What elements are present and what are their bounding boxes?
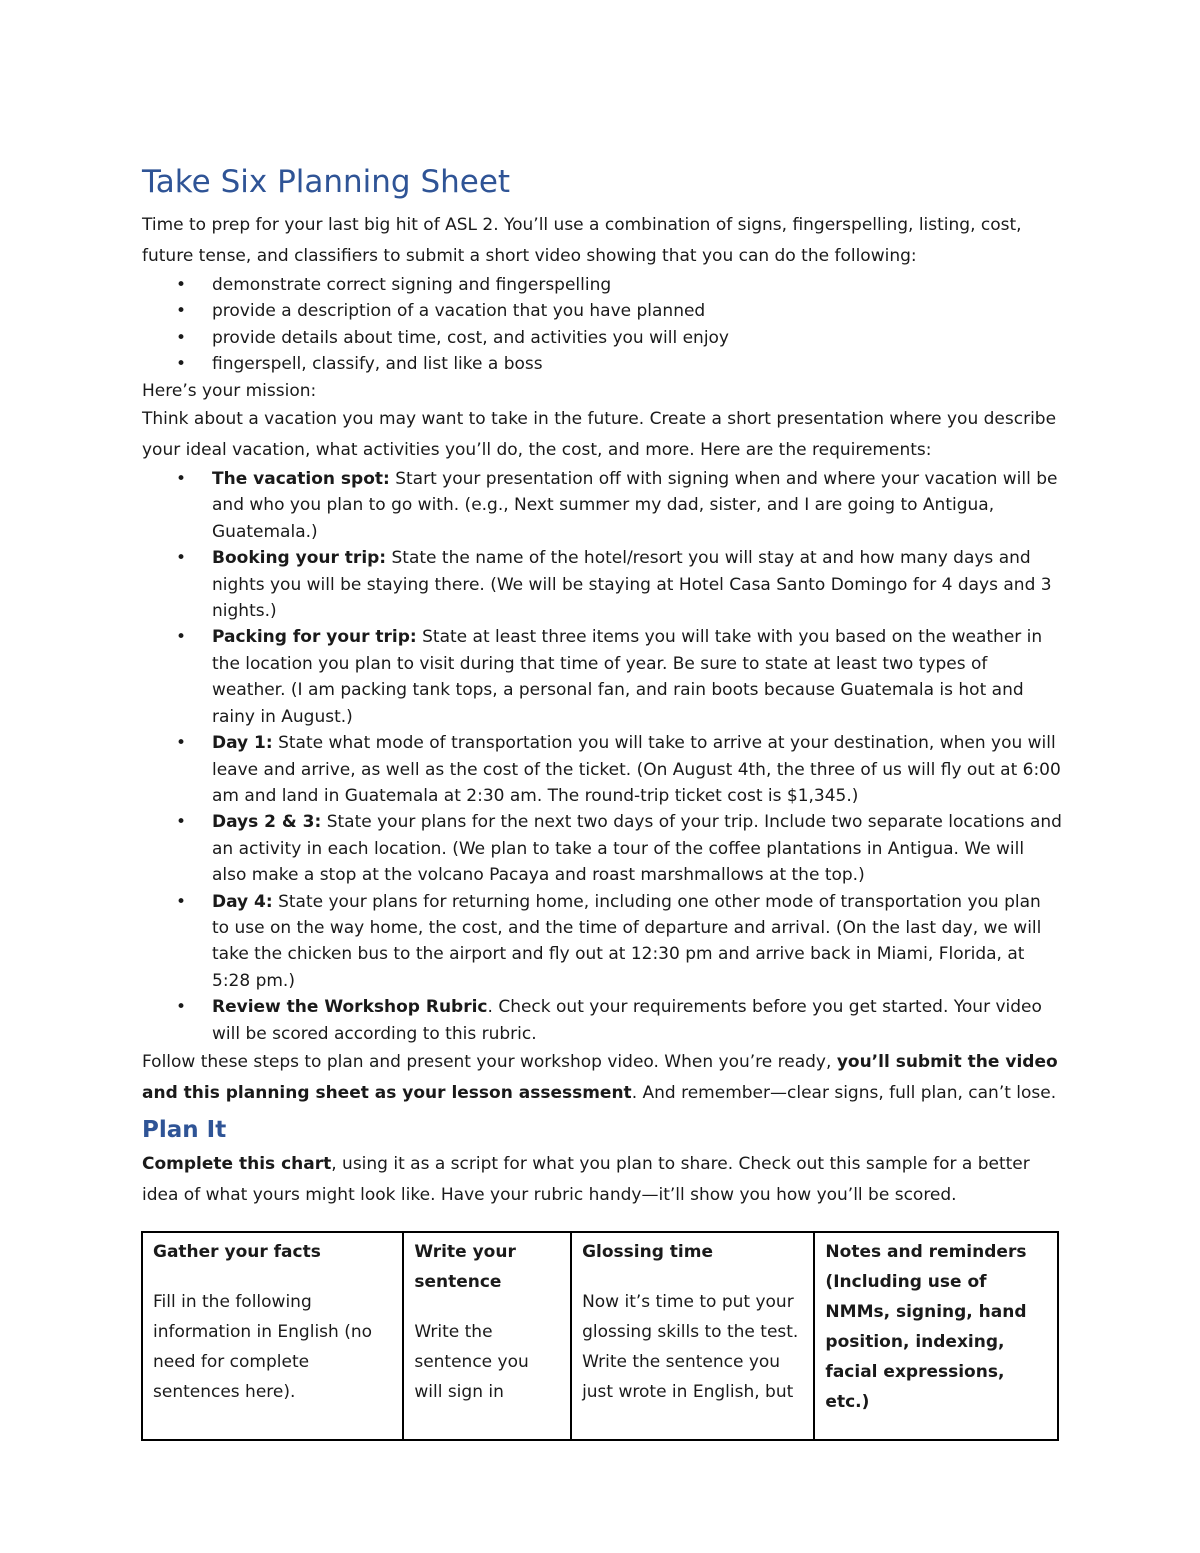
requirement-label: Review the Workshop Rubric bbox=[212, 997, 488, 1018]
bullet-icon: • bbox=[176, 997, 187, 1018]
table-cell[interactable] bbox=[814, 1232, 1058, 1440]
plan-paragraph: Complete this chart, using it as a script for what you plan to share. Check out this sample for a better idea of what yours might look like. Have your rubric handy—it’ll show you how you’ll be scored. bbox=[142, 1153, 1030, 1205]
requirement-label: Booking your trip: bbox=[212, 548, 387, 569]
requirement-label: Packing for your trip: bbox=[212, 627, 417, 648]
table-cell[interactable] bbox=[142, 1232, 403, 1440]
table-row bbox=[142, 1232, 1058, 1440]
requirement-text: . Check out your requirements before you get started. Your video will be scored according to this rubric. bbox=[212, 997, 1042, 1044]
bullet-icon: • bbox=[176, 275, 187, 295]
list-item: • fingerspell, classify, and list like a boss bbox=[212, 351, 1062, 377]
column-header: Notes and reminders (Including use of NMMs, signing, hand position, indexing, facial expressions, etc.) bbox=[825, 1241, 1027, 1412]
plan-heading: Plan It bbox=[142, 1116, 227, 1143]
requirement-text: Start your presentation off with signing when and where your vacation will be and who you plan to go with. (e.g., Next summer my dad, sister, and I are going to Antigua, Guatemala.) bbox=[212, 469, 1058, 542]
column-header: Write your sentence bbox=[414, 1241, 516, 1292]
requirement-text: State at least three items you will take with you based on the weather in the location you plan to visit during that time of year. Be sure to state at least two types of weather. (I am packing tank tops, a personal fan, and rain boots because Guatemala is hot and rainy in August.) bbox=[212, 627, 1043, 727]
planning-table bbox=[141, 1231, 1059, 1441]
requirement-text: State your plans for the next two days of your trip. Include two separate locations and an activity in each location. (We plan to take a tour of the coffee plantations in Antigua. We will also make a stop at the volcano Pacaya and roast marshmallows at the top.) bbox=[212, 812, 1062, 886]
requirement-label: Day 4: bbox=[212, 891, 273, 912]
table-cell[interactable] bbox=[571, 1232, 814, 1440]
page-title: Take Six Planning Sheet bbox=[142, 164, 511, 200]
requirement-label: The vacation spot: bbox=[212, 469, 390, 490]
column-body: Fill in the following information in English (no need for complete sentences here). bbox=[153, 1291, 373, 1402]
bullet-icon: • bbox=[176, 891, 187, 912]
requirement-label: Days 2 & 3: bbox=[212, 812, 322, 833]
bullet-icon: • bbox=[176, 301, 187, 322]
requirement-text: State the name of the hotel/resort you will stay at and how many days and nights you will be staying there. (We will be staying at Hotel Casa Santo Domingo for 4 days and 3 nights.) bbox=[212, 548, 1052, 622]
follow-paragraph: Follow these steps to plan and present your workshop video. When you’re ready, you’ll submit the video and this planning sheet as your lesson assessment. And remember—clear signs, full plan, can’t lose. bbox=[142, 1051, 1058, 1103]
requirements-list bbox=[142, 466, 1062, 1047]
mission-heading: Here’s your mission: bbox=[142, 380, 317, 401]
requirement-item bbox=[176, 809, 1062, 888]
bullet-icon: • bbox=[176, 548, 187, 569]
intro-paragraph: Time to prep for your last big hit of ASL 2. You’ll use a combination of signs, fingerspelling, listing, cost, future tense, and classifiers to submit a short video showing that you can do the following: bbox=[142, 215, 1022, 266]
requirement-text: State what mode of transportation you will take to arrive at your destination, when you will leave and arrive, as well as the cost of the ticket. (On August 4th, the three of us will fly out at 6:00 am and land in Guatemala at 2:30 am. The round-trip ticket cost is $1,345.) bbox=[212, 733, 1061, 806]
bullet-icon: • bbox=[176, 733, 187, 754]
requirement-item bbox=[176, 994, 1062, 1047]
requirement-item bbox=[176, 624, 1062, 730]
list-item: • provide details about time, cost, and activities you will enjoy bbox=[212, 325, 1062, 351]
requirement-text: State your plans for returning home, including one other mode of transportation you plan to use on the way home, the cost, and the time of departure and arrival. (On the last day, we will take the chicken bus to the airport and fly out at 12:30 pm and arrive back in Miami, Florida, at 5:28 pm.) bbox=[212, 891, 1042, 991]
table-cell[interactable] bbox=[403, 1232, 571, 1440]
bullet-icon: • bbox=[176, 354, 187, 375]
column-body: Now it’s time to put your glossing skills to the test. Write the sentence you just wrote in English, but bbox=[582, 1291, 799, 1402]
column-header: Glossing time bbox=[582, 1241, 713, 1262]
column-body: Write the sentence you will sign in bbox=[414, 1321, 529, 1402]
requirement-item bbox=[176, 466, 1062, 545]
requirement-label: Day 1: bbox=[212, 733, 273, 754]
requirement-item bbox=[176, 545, 1062, 624]
bullet-icon: • bbox=[176, 627, 187, 648]
document-page bbox=[142, 160, 1062, 1441]
goals-list bbox=[142, 272, 1062, 378]
bullet-icon: • bbox=[176, 812, 187, 833]
list-item: • demonstrate correct signing and fingerspelling bbox=[212, 272, 1062, 298]
requirement-item bbox=[176, 730, 1062, 809]
mission-paragraph: Think about a vacation you may want to take in the future. Create a short presentation where you describe your ideal vacation, what activities you’ll do, the cost, and more. Here are the requirements: bbox=[142, 409, 1057, 461]
list-item: • provide a description of a vacation that you have planned bbox=[212, 298, 1062, 324]
bullet-icon: • bbox=[176, 327, 187, 348]
column-header: Gather your facts bbox=[153, 1241, 321, 1262]
requirement-item bbox=[176, 889, 1062, 995]
bullet-icon: • bbox=[176, 469, 187, 490]
